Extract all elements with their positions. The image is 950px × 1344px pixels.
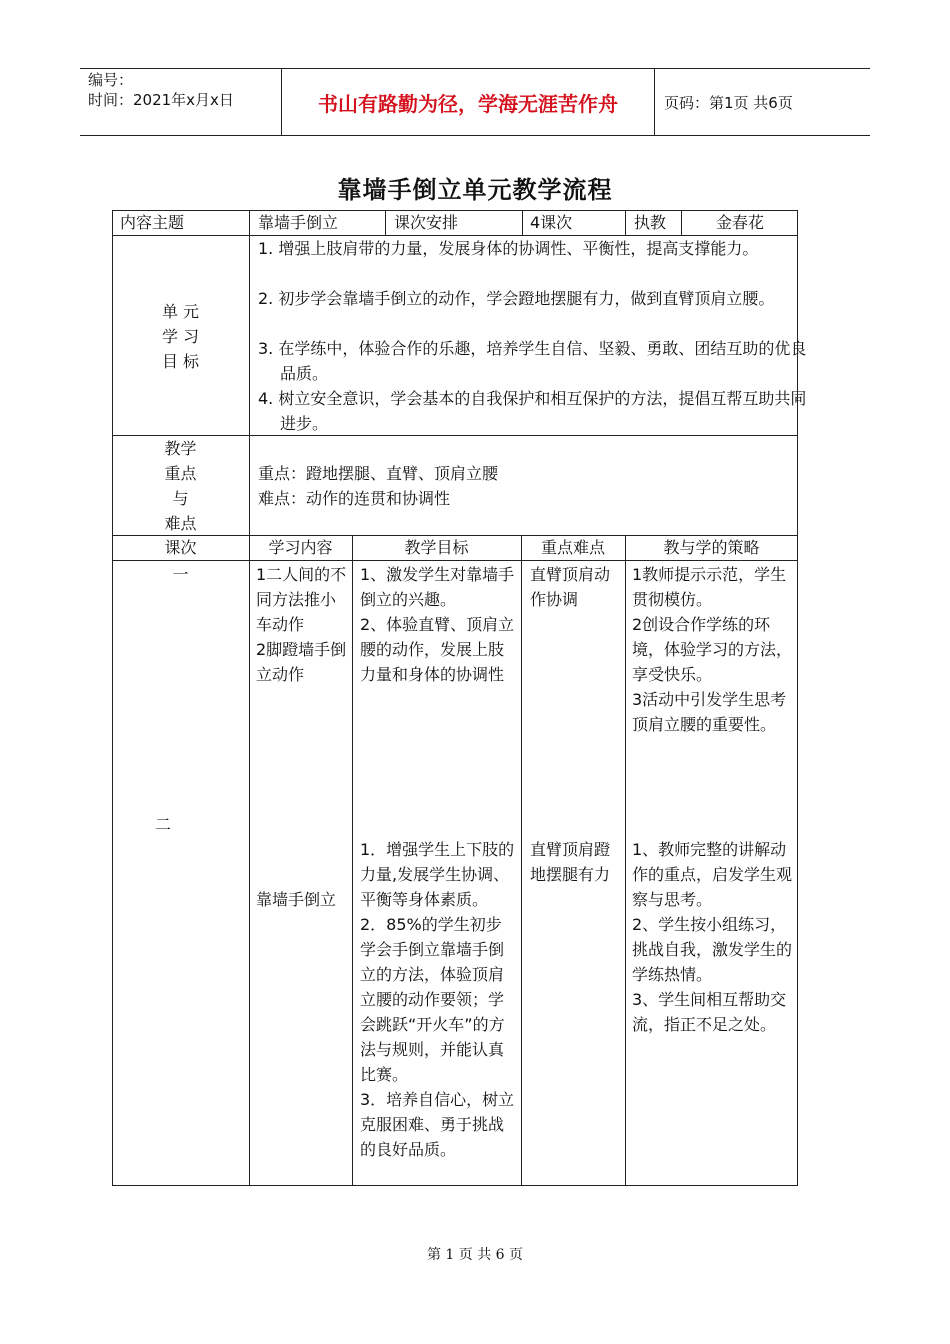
page-title: 靠墙手倒立单元教学流程 xyxy=(337,175,613,204)
column-divider xyxy=(385,210,386,235)
column-header: 课次 xyxy=(164,538,197,557)
table-border xyxy=(112,1185,798,1186)
label-line: 目 标 xyxy=(161,352,200,371)
column-divider xyxy=(249,535,250,1186)
schedule-value: 4课次 xyxy=(530,213,573,232)
column-divider xyxy=(625,535,626,1186)
lesson-strategy: 1教师提示示范，学生贯彻模仿。 2创设合作学练的环境，体验学习的方法，享受快乐。 3活动中引发学生思考顶肩立腰的重要性。 xyxy=(632,565,793,734)
document-date: 时间：2021年x月x日 xyxy=(88,91,234,109)
lesson-goal: 1．增强学生上下肢的力量,发展学生协调、平衡等身体素质。 2．85%的学生初步学会手倒立靠墙手倒立的方法，体验顶肩立腰的动作要领；学会跳跃“开火车”的方法与规则，并能认真比赛。 3．培养自信心，树立克服困难、勇于挑战的良好品质。 xyxy=(360,840,515,1159)
difficulty-point: 难点：动作的连贯和协调性 xyxy=(258,489,451,508)
label-line: 教学 xyxy=(164,439,197,458)
topic-value: 靠墙手倒立 xyxy=(258,213,339,232)
schedule-label: 课次安排 xyxy=(394,213,459,232)
header-top-rule xyxy=(80,68,870,69)
unit-goal-item: 3. 在学练中，体验合作的乐趣，培养学生自信、坚毅、勇敢、团结互助的优良品质。 xyxy=(258,339,807,383)
lesson-number: 一 xyxy=(172,565,189,584)
column-divider xyxy=(521,535,522,1186)
label-line: 重点 xyxy=(164,464,197,483)
unit-goals-label xyxy=(112,299,249,374)
column-header: 教学目标 xyxy=(404,538,469,557)
header-bottom-rule xyxy=(80,135,870,136)
column-divider xyxy=(352,535,353,1186)
unit-goal-item: 2. 初步学会靠墙手倒立的动作，学会蹬地摆腿有力，做到直臂顶肩立腰。 xyxy=(258,289,775,308)
teacher-label: 执教 xyxy=(634,213,667,232)
header-divider xyxy=(654,68,655,136)
row-divider xyxy=(112,560,798,561)
key-point: 重点：蹬地摆腿、直臂、顶肩立腰 xyxy=(258,464,499,483)
lesson-focus: 直臂顶肩动作协调 xyxy=(530,565,611,609)
column-header: 学习内容 xyxy=(268,538,333,557)
page-footer: 第 1 页 共 6 页 xyxy=(426,1247,524,1263)
label-line: 单 元 xyxy=(161,302,200,321)
column-divider xyxy=(249,210,250,235)
page-info: 页码：第1页 共6页 xyxy=(664,94,793,112)
lesson-plan-table xyxy=(112,210,807,1186)
column-header: 教与学的策略 xyxy=(663,538,760,557)
lesson-content: 靠墙手倒立 xyxy=(256,890,337,909)
lesson-goal: 1、激发学生对靠墙手倒立的兴趣。 2、体验直臂、顶肩立腰的动作，发展上肢力量和身体的协调性 xyxy=(360,565,515,684)
column-divider xyxy=(522,210,523,235)
key-points-label xyxy=(112,436,249,536)
lesson-number: 二 xyxy=(154,815,171,834)
column-divider xyxy=(249,235,250,535)
label-line: 学 习 xyxy=(161,327,200,346)
label-line: 与 xyxy=(172,489,189,508)
column-divider xyxy=(625,210,626,235)
document-code: 编号： xyxy=(88,71,134,89)
lesson-strategy: 1、教师完整的讲解动作的重点，启发学生观察与思考。 2、学生按小组练习，挑战自我，激发学生的学练热情。 3、学生间相互帮助交流，指正不足之处。 xyxy=(632,840,793,1034)
lesson-focus: 直臂顶肩蹬地摆腿有力 xyxy=(530,840,611,884)
unit-goal-item: 4. 树立安全意识，学会基本的自我保护和相互保护的方法，提倡互帮互助共同进步。 xyxy=(258,389,807,433)
column-header: 重点难点 xyxy=(540,538,605,557)
topic-label: 内容主题 xyxy=(120,213,185,232)
teacher-value: 金春花 xyxy=(715,213,764,232)
header-motto: 书山有路勤为径，学海无涯苦作舟 xyxy=(318,92,618,116)
lesson-content: 1二人间的不同方法推小车动作 2脚蹬墙手倒立动作 xyxy=(256,565,347,684)
label-line: 难点 xyxy=(164,514,197,533)
unit-goal-item: 1. 增强上肢肩带的力量，发展身体的协调性、平衡性，提高支撑能力。 xyxy=(258,239,759,258)
